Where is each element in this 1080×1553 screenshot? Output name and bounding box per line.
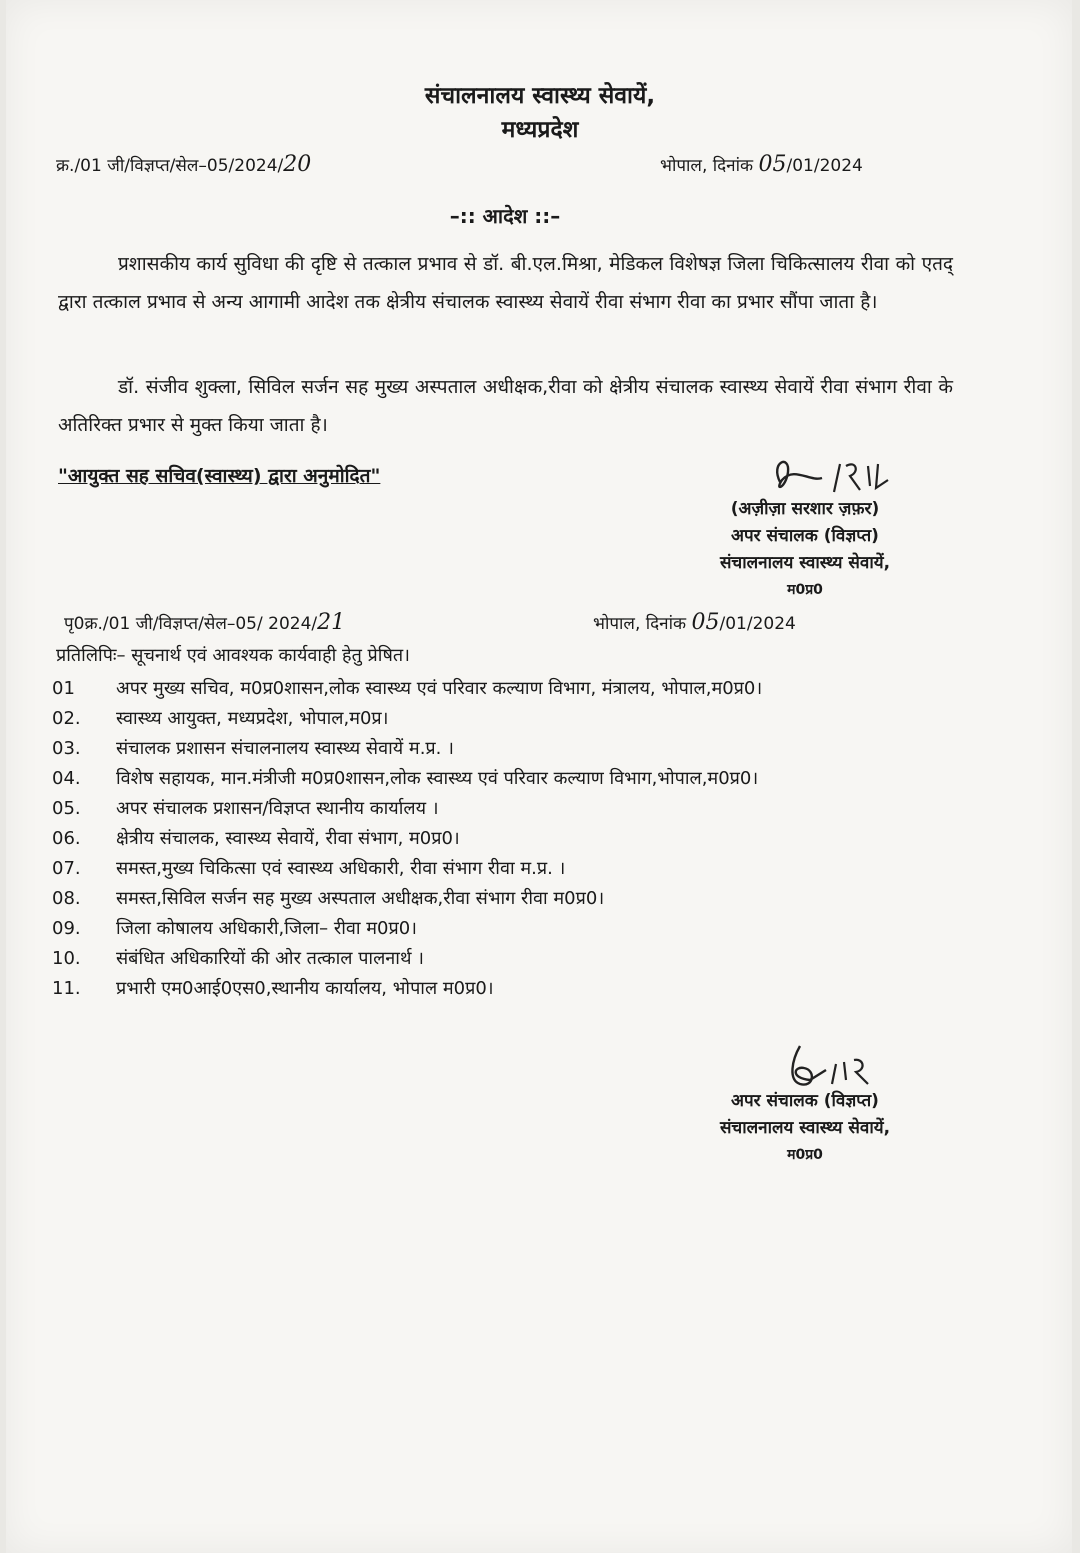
- endorsement-number: [64, 610, 345, 635]
- endorsement-date-rest: /01/2024: [719, 614, 796, 634]
- order-number: [56, 152, 311, 177]
- list-item-number: 05.: [52, 798, 81, 819]
- copy-intro: प्रतिलिपिः– सूचनार्थ एवं आवश्यक कार्यवाही हेतु प्रेषित।: [56, 645, 410, 666]
- order-date: [660, 152, 863, 177]
- list-item: [52, 704, 962, 734]
- list-item-number: 06.: [52, 828, 81, 849]
- copy-list: [52, 674, 962, 1004]
- signatory-2-block: [680, 1088, 930, 1169]
- list-item-number: 10.: [52, 948, 81, 969]
- list-item-number: 03.: [52, 738, 81, 759]
- endorsement-date: [593, 610, 796, 635]
- order-date-day: 05: [758, 152, 787, 177]
- signatory-1-designation: अपर संचालक (विज्ञप्त): [731, 526, 879, 546]
- signatory-1-name: (अज़ीज़ा सरशार ज़फ़र): [730, 499, 880, 519]
- office-heading: संचालनालय स्वास्थ्य सेवायें,: [424, 83, 656, 109]
- signatory-2-state: म0प्र0: [787, 1147, 823, 1163]
- list-item: [52, 884, 962, 914]
- list-item-number: 01: [52, 678, 75, 699]
- order-title: –:: आदेश ::–: [449, 204, 561, 228]
- list-item: [52, 974, 962, 1004]
- order-place-date-label: भोपाल, दिनांक: [660, 156, 754, 176]
- state-heading: मध्यप्रदेश: [501, 117, 579, 143]
- order-number-handwritten: 20: [283, 152, 312, 177]
- signatory-1-state: म0प्र0: [787, 582, 823, 598]
- endorsement-place-date-label: भोपाल, दिनांक: [593, 614, 687, 634]
- approval-note: "आयुक्त सह सचिव(स्वास्थ्य) द्वारा अनुमोदित": [58, 465, 381, 487]
- order-number-text: क्र./01 जी/विज्ञप्त/सेल–05/2024/: [56, 156, 284, 176]
- list-item: [52, 734, 962, 764]
- list-item-number: 09.: [52, 918, 81, 939]
- list-item: [52, 794, 962, 824]
- endorsement-date-day: 05: [691, 610, 720, 635]
- list-item-number: 08.: [52, 888, 81, 909]
- list-item: [52, 674, 962, 704]
- order-paragraph-2: डॉ. संजीव शुक्ला, सिविल सर्जन सह मुख्य अस्पताल अधीक्षक,रीवा को क्षेत्रीय संचालक स्वास्थ्य सेवायें रीवा संभाग रीवा के अतिरिक्त प्रभार से मुक्त किया जाता है।: [58, 376, 953, 436]
- list-item-text: क्षेत्रीय संचालक, स्वास्थ्य सेवायें, रीवा संभाग, म0प्र0।: [116, 828, 460, 849]
- list-item-text: अपर मुख्य सचिव, म0प्र0शासन,लोक स्वास्थ्य एवं परिवार कल्याण विभाग, मंत्रालय, भोपाल,म0प्र0।: [116, 678, 763, 699]
- signatory-1-block: [680, 496, 930, 604]
- order-date-rest: /01/2024: [786, 156, 863, 176]
- list-item-text: समस्त,मुख्य चिकित्सा एवं स्वास्थ्य अधिकारी, रीवा संभाग रीवा म.प्र. ।: [116, 858, 566, 879]
- order-paragraph-1: प्रशासकीय कार्य सुविधा की दृष्टि से तत्काल प्रभाव से डॉ. बी.एल.मिश्रा, मेडिकल विशेषज्ञ जिला चिकित्सालय रीवा को एतद् द्वारा तत्काल प्रभाव से अन्य आगामी आदेश तक क्षेत्रीय संचालक स्वास्थ्य सेवायें रीवा संभाग रीवा का प्रभार सौंपा जाता है।: [58, 253, 953, 313]
- list-item-text: जिला कोषालय अधिकारी,जिला– रीवा म0प्र0।: [116, 918, 417, 939]
- list-item: [52, 824, 962, 854]
- list-item-text: संबंधित अधिकारियों की ओर तत्काल पालनार्थ ।: [116, 948, 425, 969]
- list-item-number: 02.: [52, 708, 81, 729]
- list-item-text: संचालक प्रशासन संचालनालय स्वास्थ्य सेवायें म.प्र. ।: [116, 738, 454, 759]
- list-item-text: अपर संचालक प्रशासन/विज्ञप्त स्थानीय कार्यालय ।: [116, 798, 439, 819]
- list-item: [52, 854, 962, 884]
- signatory-1-office: संचालनालय स्वास्थ्य सेवायें,: [719, 553, 891, 573]
- list-item-number: 11.: [52, 978, 81, 999]
- signature-2-mark: [770, 1040, 890, 1095]
- list-item-text: समस्त,सिविल सर्जन सह मुख्य अस्पताल अधीक्षक,रीवा संभाग रीवा म0प्र0।: [116, 888, 605, 909]
- list-item-text: प्रभारी एम0आई0एस0,स्थानीय कार्यालय, भोपाल म0प्र0।: [116, 978, 494, 999]
- list-item-text: स्वास्थ्य आयुक्त, मध्यप्रदेश, भोपाल,म0प्र।: [116, 708, 389, 729]
- signatory-2-designation: अपर संचालक (विज्ञप्त): [731, 1091, 879, 1111]
- list-item-number: 04.: [52, 768, 81, 789]
- list-item: [52, 944, 962, 974]
- list-item-number: 07.: [52, 858, 81, 879]
- signatory-2-office: संचालनालय स्वास्थ्य सेवायें,: [719, 1118, 891, 1138]
- endorsement-number-handwritten: 21: [317, 610, 346, 635]
- list-item-text: विशेष सहायक, मान.मंत्रीजी म0प्र0शासन,लोक स्वास्थ्य एवं परिवार कल्याण विभाग,भोपाल,म0प्र0।: [116, 768, 759, 789]
- list-item: [52, 914, 962, 944]
- signature-1-mark: [760, 452, 900, 502]
- endorsement-number-text: पृ0क्र./01 जी/विज्ञप्त/सेल–05/ 2024/: [64, 614, 318, 634]
- list-item: [52, 764, 962, 794]
